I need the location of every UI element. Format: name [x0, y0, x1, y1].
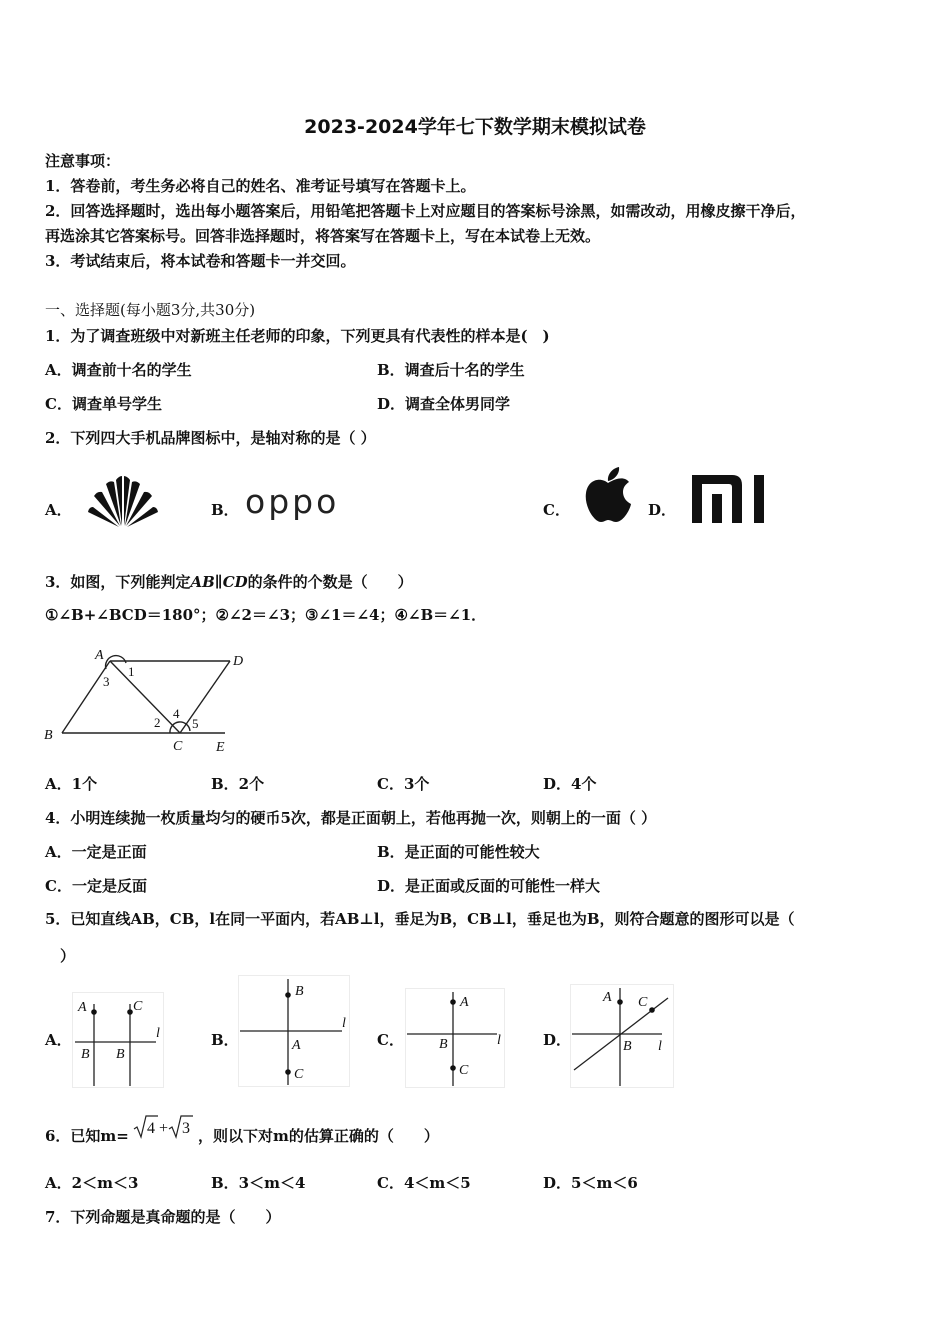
q2-option-b: B．	[211, 501, 239, 519]
angle-label-4: 4	[173, 706, 180, 721]
q3-parallelogram-figure	[40, 643, 255, 758]
fig-a-label-c: C	[133, 999, 143, 1014]
q5-option-c: C．	[377, 1031, 404, 1049]
angle-label-3: 3	[103, 674, 110, 689]
point-label-b: B	[44, 728, 53, 743]
notice-line-1: 1．答卷前，考生务必将自己的姓名、准考证号填写在答题卡上。	[45, 177, 476, 195]
fig-c-label-c: C	[459, 1063, 469, 1078]
fig-b-label-c: C	[294, 1067, 304, 1082]
apple-logo-icon	[583, 466, 633, 524]
q5-figure-c	[405, 988, 505, 1088]
q3-stem-post: 的条件的个数是（ ）	[247, 573, 413, 591]
q5-stem-a: 5．已知直线AB，CB，l在同一平面内，若AB⊥l，垂足为B，CB⊥l，垂足也为B，则符合题意的图形可以是（	[45, 910, 795, 928]
notice-line-3: 3．考试结束后，将本试卷和答题卡一并交回。	[45, 252, 356, 270]
angle-label-1: 1	[128, 664, 135, 679]
point-label-e: E	[216, 740, 225, 755]
fig-a-label-l: l	[156, 1026, 160, 1041]
q4-option-c: C．一定是反面	[45, 877, 147, 895]
q2-stem: 2．下列四大手机品牌图标中，是轴对称的是（ ）	[45, 429, 376, 447]
point-label-c: C	[173, 739, 183, 754]
fig-d-label-b: B	[623, 1039, 632, 1054]
notice-heading: 注意事项：	[45, 152, 121, 170]
q5-figure-a	[72, 992, 164, 1088]
oppo-logo: oppo	[245, 482, 340, 521]
q4-option-a: A．一定是正面	[45, 843, 147, 861]
q5-figure-b	[238, 975, 350, 1087]
notice-line-2a: 2．回答选择题时，选出每小题答案后，用铅笔把答题卡上对应题目的答案标号涂黑，如需改动，用橡皮擦干净后，	[45, 202, 806, 220]
fig-a-label-a: A	[78, 1000, 87, 1015]
q6-option-d: D．5＜m＜6	[543, 1174, 638, 1192]
fig-d-label-a: A	[603, 990, 612, 1005]
q3-conditions: ①∠B+∠BCD＝180°；②∠2＝∠3；③∠1＝∠4；④∠B＝∠1．	[45, 606, 487, 624]
angle-label-2: 2	[154, 715, 161, 730]
q6-option-c: C．4＜m＜5	[377, 1174, 471, 1192]
point-label-a: A	[95, 648, 104, 663]
line-ac	[110, 661, 180, 733]
q6-stem-pre: 6．已知m=	[45, 1127, 129, 1145]
q1-option-a: A．调查前十名的学生	[45, 361, 192, 379]
fig-c-label-b: B	[439, 1037, 448, 1052]
q2-option-d: D．	[648, 501, 677, 519]
fig-b-label-b: B	[295, 984, 304, 999]
q1-option-c: C．调查单号学生	[45, 395, 162, 413]
q3-stem	[45, 572, 413, 592]
page-title: 2023-2024学年七下数学期末模拟试卷	[304, 116, 646, 138]
line-dc	[180, 661, 230, 733]
q5-option-a: A．	[45, 1031, 72, 1049]
q5-figure-d	[570, 984, 674, 1088]
q2-option-a: A．	[45, 501, 72, 519]
q4-option-d: D．是正面或反面的可能性一样大	[377, 877, 601, 895]
q3-stem-pre: 3．如图，下列能判定	[45, 573, 191, 591]
q6-sqrt-expression	[132, 1113, 196, 1141]
q2-option-c: C．	[543, 501, 570, 519]
notice-line-2b: 再选涂其它答案标号。回答非选择题时，将答案写在答题卡上，写在本试卷上无效。	[45, 227, 601, 245]
fig-d-label-c: C	[638, 995, 648, 1010]
mi-logo-icon	[692, 473, 776, 525]
fig-b-label-l: l	[342, 1016, 346, 1031]
fig-b-label-a: A	[292, 1038, 301, 1053]
huawei-logo-icon	[86, 474, 160, 528]
q5-option-b: B．	[211, 1031, 239, 1049]
fig-a-label-b1: B	[81, 1047, 90, 1062]
q4-stem: 4．小明连续抛一枚质量均匀的硬币5次，都是正面朝上，若他再抛一次，则朝上的一面（ ）	[45, 809, 657, 827]
q5-stem-b: ）	[60, 947, 76, 965]
q3-option-a: A．1个	[45, 775, 98, 793]
angle-label-5: 5	[192, 716, 199, 731]
q3-option-d: D．4个	[543, 775, 597, 793]
q1-option-b: B．调查后十名的学生	[377, 361, 525, 379]
fig-d-label-l: l	[658, 1039, 662, 1054]
q1-option-d: D．调查全体男同学	[377, 395, 511, 413]
q3-stem-math: AB∥CD	[190, 573, 248, 591]
q6-option-b: B．3＜m＜4	[211, 1174, 306, 1192]
fig-c-label-a: A	[460, 995, 469, 1010]
q3-option-b: B．2个	[211, 775, 265, 793]
q6-stem-post: ，则以下对m的估算正确的（ ）	[198, 1127, 439, 1145]
q4-option-b: B．是正面的可能性较大	[377, 843, 540, 861]
line-ba	[62, 661, 110, 733]
q5-option-d: D．	[543, 1031, 572, 1049]
q6-radicand-2: 3	[182, 1120, 190, 1137]
section-heading: 一、选择题(每小题3分,共30分)	[45, 301, 256, 319]
q6-plus-sign: +	[159, 1120, 169, 1137]
q6-radicand-1: 4	[147, 1120, 155, 1137]
fig-c-label-l: l	[497, 1033, 501, 1048]
q3-option-c: C．3个	[377, 775, 430, 793]
q7-stem: 7．下列命题是真命题的是（ ）	[45, 1208, 281, 1226]
point-label-d: D	[233, 654, 244, 669]
fig-a-label-b2: B	[116, 1047, 125, 1062]
q6-option-a: A．2＜m＜3	[45, 1174, 139, 1192]
q1-stem: 1．为了调查班级中对新班主任老师的印象，下列更具有代表性的样本是( )	[45, 327, 550, 345]
